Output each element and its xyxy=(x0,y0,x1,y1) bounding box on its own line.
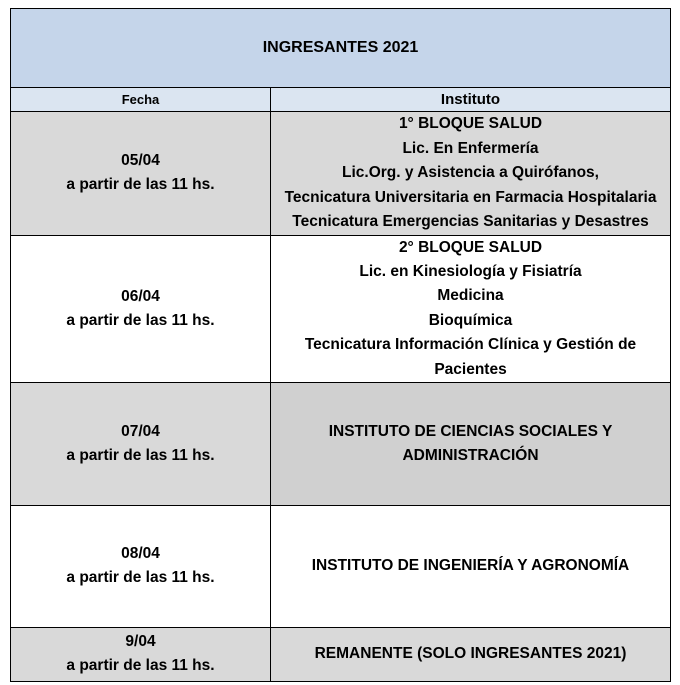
table-row xyxy=(11,235,671,383)
institute-cell xyxy=(271,505,671,627)
table-title: INGRESANTES 2021 xyxy=(11,9,671,88)
column-header-date: Fecha xyxy=(11,88,271,112)
institute-line: Tecnicatura Emergencias Sanitarias y Desastres xyxy=(292,212,649,230)
date-cell xyxy=(11,627,271,681)
column-header-institute: Instituto xyxy=(271,88,671,112)
schedule-table xyxy=(10,8,671,682)
table-row xyxy=(11,627,671,681)
date-cell xyxy=(11,505,271,627)
time-value: a partir de las 11 hs. xyxy=(66,311,215,329)
institute-cell xyxy=(271,383,671,505)
institute-line: REMANENTE (SOLO INGRESANTES 2021) xyxy=(314,645,627,663)
date-value: 05/04 xyxy=(121,152,160,170)
date-value: 08/04 xyxy=(121,545,160,563)
institute-cell xyxy=(271,235,671,383)
institute-line: Lic. En Enfermería xyxy=(402,139,539,157)
institute-line: 1° BLOQUE SALUD xyxy=(398,115,543,133)
date-cell xyxy=(11,112,271,235)
date-value: 07/04 xyxy=(121,422,160,440)
institute-line: INSTITUTO DE INGENIERÍA Y AGRONOMÍA xyxy=(311,556,630,574)
institute-line: Tecnicatura Información Clínica y Gestión de xyxy=(304,336,637,354)
institute-line: Lic. en Kinesiología y Fisiatría xyxy=(359,263,582,281)
date-cell xyxy=(11,383,271,505)
time-value: a partir de las 11 hs. xyxy=(66,176,215,194)
institute-line: Tecnicatura Universitaria en Farmacia Hospitalaria xyxy=(284,188,657,206)
time-value: a partir de las 11 hs. xyxy=(66,657,215,675)
date-value: 06/04 xyxy=(121,287,160,305)
institute-line: 2° BLOQUE SALUD xyxy=(398,238,543,256)
institute-line: INSTITUTO DE CIENCIAS SOCIALES Y xyxy=(328,422,613,440)
header-row xyxy=(11,88,671,112)
table-row xyxy=(11,383,671,505)
table-row xyxy=(11,112,671,235)
institute-line: Bioquímica xyxy=(428,311,513,329)
table-row xyxy=(11,505,671,627)
institute-line: Medicina xyxy=(437,287,504,305)
time-value: a partir de las 11 hs. xyxy=(66,569,215,587)
date-cell xyxy=(11,235,271,383)
institute-line: Lic.Org. y Asistencia a Quirófanos, xyxy=(342,164,599,182)
institute-cell xyxy=(271,112,671,235)
date-value: 9/04 xyxy=(125,633,156,651)
institute-cell xyxy=(271,627,671,681)
title-row xyxy=(11,9,671,88)
time-value: a partir de las 11 hs. xyxy=(66,446,215,464)
institute-line: ADMINISTRACIÓN xyxy=(402,446,539,464)
institute-line: Pacientes xyxy=(434,360,507,378)
